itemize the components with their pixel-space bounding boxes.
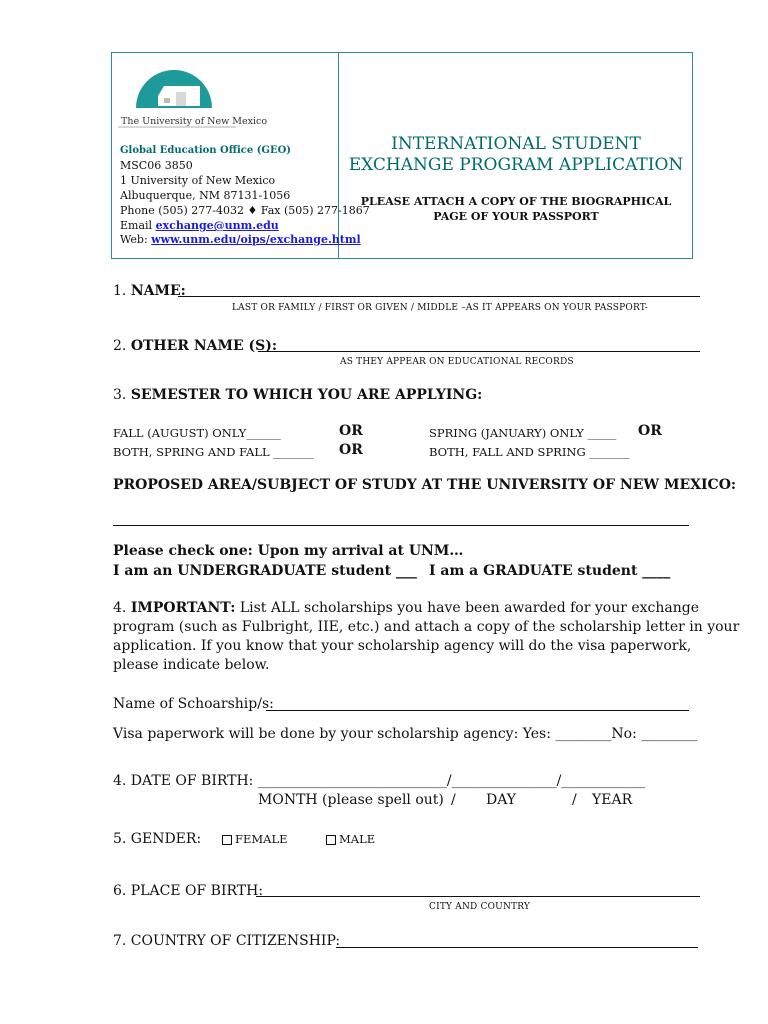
web-link[interactable]: www.unm.edu/oips/exchange.html	[151, 233, 361, 246]
fall-only-option[interactable]: FALL (AUGUST) ONLY______	[113, 426, 281, 440]
semester-label	[113, 387, 482, 403]
or-1: OR	[339, 423, 363, 439]
dob-slash-2: /	[572, 792, 577, 808]
semester-number: 3.	[113, 387, 131, 403]
dob-day-hint: DAY	[486, 792, 517, 808]
citizenship-field[interactable]	[336, 947, 698, 948]
address-line-3: Albuquerque, NM 87131-1056	[120, 189, 291, 202]
spring-only-option[interactable]: SPRING (JANUARY) ONLY _____	[429, 426, 617, 440]
other-name-number: 2.	[113, 338, 131, 354]
pob-field[interactable]	[256, 896, 700, 897]
male-option[interactable]	[326, 832, 375, 846]
dob-slash-1: /	[451, 792, 456, 808]
check-one-label: Please check one: Upon my arrival at UNM…	[113, 543, 464, 559]
name-field[interactable]	[178, 296, 700, 297]
scholarship-field[interactable]	[266, 710, 689, 711]
name-number: 1.	[113, 283, 131, 299]
area-label: PROPOSED AREA/SUBJECT OF STUDY AT THE UNIVERSITY OF NEW MEXICO:	[113, 477, 737, 493]
important-line-4: please indicate below.	[113, 657, 270, 673]
both-fall-spring-option[interactable]: BOTH, FALL AND SPRING _______	[429, 445, 630, 459]
title-line-2: EXCHANGE PROGRAM APPLICATION	[348, 155, 684, 175]
or-2: OR	[638, 423, 662, 439]
dob-row[interactable]: 4. DATE OF BIRTH: ___________________________/_______________/____________	[113, 773, 646, 789]
other-name-field[interactable]	[258, 351, 700, 352]
other-name-label-text: OTHER NAME (S):	[130, 338, 278, 354]
email-label: Email	[120, 219, 156, 232]
important-line-3: application. If you know that your scholarship agency will do the visa paperwork,	[113, 638, 692, 654]
title-line-1: INTERNATIONAL STUDENT	[391, 134, 641, 154]
phone-fax: Phone (505) 277-4032 ♦ Fax (505) 277-1867	[120, 204, 370, 217]
male-checkbox[interactable]	[326, 835, 336, 845]
address-line-1: MSC06 3850	[120, 159, 193, 172]
web-label: Web:	[120, 233, 152, 246]
citizenship-label: 7. COUNTRY OF CITIZENSHIP:	[113, 933, 341, 949]
name-label	[113, 283, 186, 299]
office-name: Global Education Office (GEO)	[120, 145, 292, 156]
visa-row[interactable]: Visa paperwork will be done by your scholarship agency: Yes: ________No: ________	[113, 726, 698, 742]
female-label: FEMALE	[235, 832, 288, 846]
name-label-text: NAME:	[130, 283, 186, 299]
pob-label: 6. PLACE OF BIRTH:	[113, 883, 264, 899]
male-label: MALE	[339, 832, 376, 846]
important-text-1: List ALL scholarships you have been awarded for your exchange	[235, 600, 700, 616]
important-label: IMPORTANT:	[130, 600, 236, 616]
email-row	[120, 219, 279, 232]
scholarship-label: Name of Schoarship/s:	[113, 696, 274, 712]
important-number: 4.	[113, 600, 131, 616]
instruction-line-2: PAGE OF YOUR PASSPORT	[433, 210, 599, 223]
other-name-hint: AS THEY APPEAR ON EDUCATIONAL RECORDS	[340, 357, 574, 367]
web-row	[120, 233, 361, 246]
pob-hint: CITY AND COUNTRY	[429, 902, 531, 912]
area-field[interactable]	[113, 525, 689, 526]
graduate-option[interactable]: I am a GRADUATE student ____	[429, 563, 671, 579]
gender-label: 5. GENDER:	[113, 831, 202, 847]
instruction-line-1: PLEASE ATTACH A COPY OF THE BIOGRAPHICAL	[360, 195, 672, 208]
other-name-label	[113, 338, 277, 354]
dob-year-hint: YEAR	[592, 792, 633, 808]
undergraduate-option[interactable]: I am an UNDERGRADUATE student ___	[113, 563, 417, 579]
or-3: OR	[339, 442, 363, 458]
email-link[interactable]: exchange@unm.edu	[155, 219, 279, 232]
dob-month-hint: MONTH (please spell out)	[258, 792, 444, 808]
name-hint: LAST OR FAMILY / FIRST OR GIVEN / MIDDLE –AS IT APPEARS ON YOUR PASSPORT-	[232, 303, 649, 313]
important-line-2: program (such as Fulbright, IIE, etc.) and attach a copy of the scholarship letter in your	[113, 619, 740, 635]
female-checkbox[interactable]	[222, 835, 232, 845]
semester-label-text: SEMESTER TO WHICH YOU ARE APPLYING:	[130, 387, 483, 403]
address-line-2: 1 University of New Mexico	[120, 174, 276, 187]
female-option[interactable]	[222, 832, 288, 846]
both-spring-fall-option[interactable]: BOTH, SPRING AND FALL _______	[113, 445, 314, 459]
important-line-1	[113, 600, 699, 616]
logo-text: The University of New Mexico	[121, 116, 268, 127]
